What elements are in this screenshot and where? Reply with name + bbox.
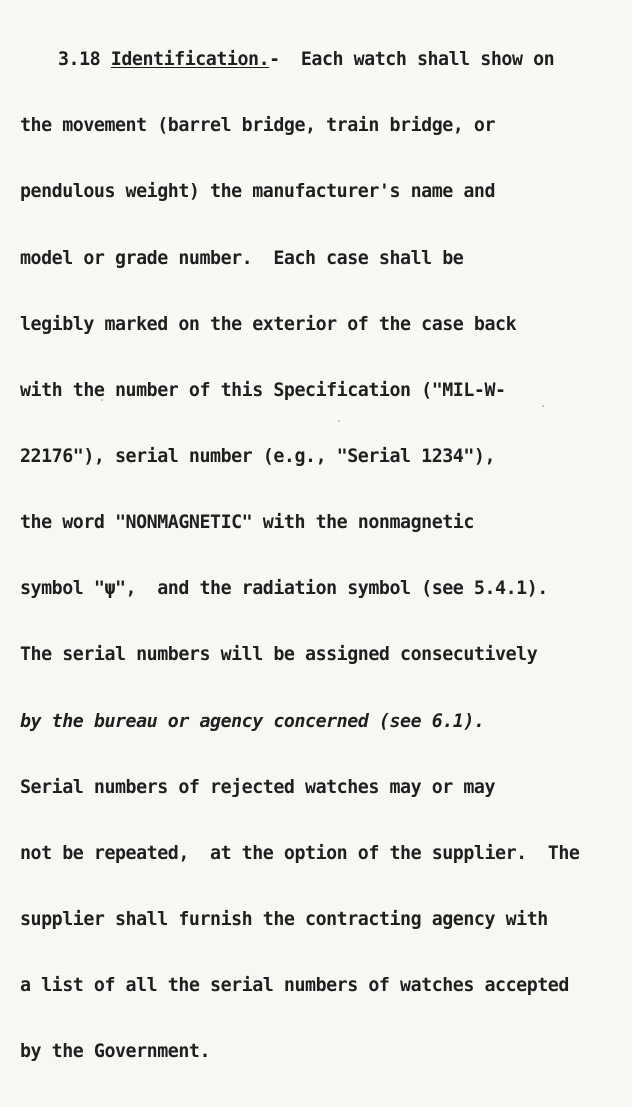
text-line-11: by the bureau or agency concerned (see 6.1). [20, 710, 485, 732]
text-line-15: a list of all the serial numbers of watches accepted [20, 975, 569, 997]
heading-dash: - [269, 49, 280, 71]
text-line-7: 22176"), serial number (e.g., "Serial 1234"), [20, 445, 496, 467]
text-line-5: legibly marked on the exterior of the case back [20, 313, 517, 335]
text-line-8: the word "NONMAGNETIC" with the nonmagnetic [20, 512, 474, 534]
text-line-10: The serial numbers will be assigned consecutively [20, 644, 538, 666]
text-line-6: with the number of this Specification ("MIL-W- [20, 379, 506, 401]
text-line-4: model or grade number. Each case shall be [20, 247, 464, 269]
scan-speck [338, 420, 340, 422]
text-line-16: by the Government. [20, 1041, 211, 1063]
text-line-12: Serial numbers of rejected watches may or may [20, 776, 496, 798]
section-number: 3.18 [58, 49, 101, 71]
text-line-13: not be repeated, at the option of the supplier. The [20, 842, 580, 864]
text-line-2: the movement (barrel bridge, train bridge, or [20, 115, 496, 137]
paragraph-identification [20, 5, 620, 1107]
scan-speck [542, 405, 544, 407]
section-heading: Identification. [110, 49, 270, 71]
scan-speck [101, 399, 103, 401]
text-line-9: symbol "ψ", and the radiation symbol (see 5.4.1). [20, 578, 548, 600]
line-text: Each watch shall show on [300, 49, 555, 71]
text-line-14: supplier shall furnish the contracting agency with [20, 908, 548, 930]
text-line-1 [20, 49, 620, 71]
text-line-3: pendulous weight) the manufacturer's name and [20, 181, 496, 203]
